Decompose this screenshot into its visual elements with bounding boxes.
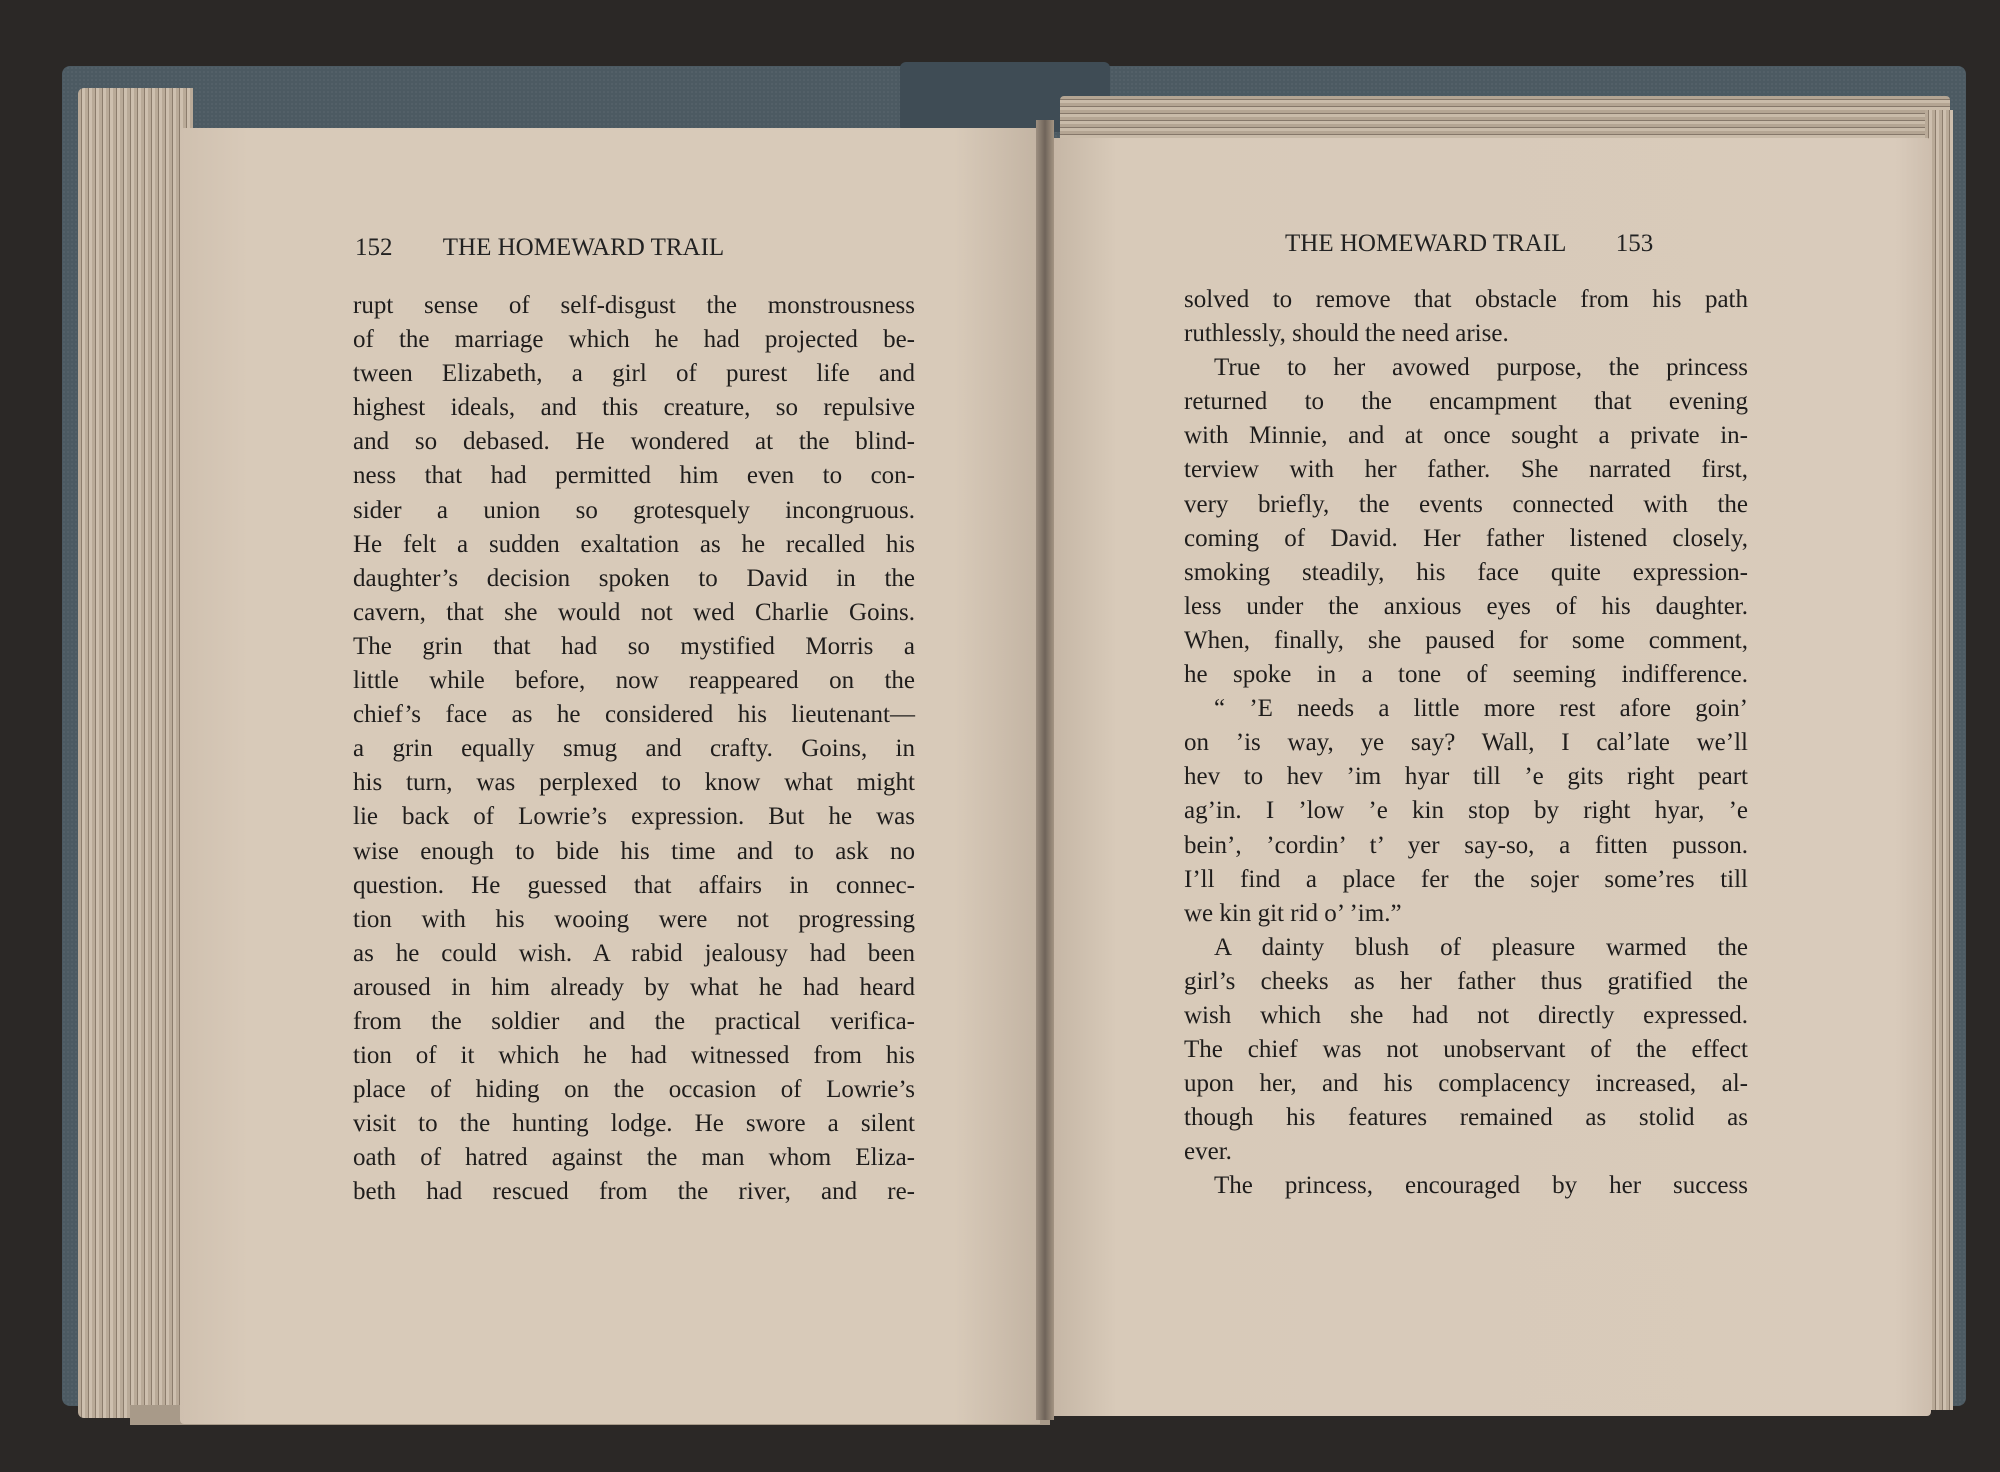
text-line: tion with his wooing were not progressing bbox=[353, 905, 915, 933]
text-line: The chief was not unobservant of the effect bbox=[1184, 1036, 1748, 1064]
page-edges-left bbox=[78, 88, 193, 1418]
text-line: He felt a sudden exaltation as he recalled his bbox=[353, 530, 915, 558]
text-line: smoking steadily, his face quite expression- bbox=[1184, 558, 1748, 586]
text-line: rupt sense of self-disgust the monstrousness bbox=[353, 292, 915, 319]
left-running-header bbox=[355, 234, 724, 262]
text-line: upon her, and his complacency increased, al- bbox=[1184, 1070, 1748, 1098]
text-line: ever. bbox=[1184, 1138, 1232, 1166]
text-line: terview with her father. She narrated first, bbox=[1184, 456, 1748, 484]
text-line: we kin git rid o’ ’im.” bbox=[1184, 899, 1402, 927]
text-line: oath of hatred against the man whom Eliza- bbox=[353, 1144, 915, 1172]
text-line: highest ideals, and this creature, so repulsive bbox=[353, 394, 915, 422]
text-line: The grin that had so mystified Morris a bbox=[353, 632, 915, 660]
text-line: chief’s face as he considered his lieutenant— bbox=[353, 701, 915, 729]
page-number: 153 bbox=[1615, 230, 1654, 257]
text-line: returned to the encampment that evening bbox=[1184, 388, 1748, 416]
text-line: less under the anxious eyes of his daughter. bbox=[1184, 592, 1748, 620]
text-line: place of hiding on the occasion of Lowrie’s bbox=[353, 1076, 915, 1104]
text-line: When, finally, she paused for some comment, bbox=[1184, 626, 1748, 654]
text-line: True to her avowed purpose, the princess bbox=[1214, 354, 1748, 382]
text-line: bein’, ’cordin’ t’ yer say-so, a fitten pusson. bbox=[1184, 831, 1748, 859]
running-title: THE HOMEWARD TRAIL bbox=[442, 234, 725, 261]
text-line: A dainty blush of pleasure warmed the bbox=[1214, 933, 1748, 961]
text-line: lie back of Lowrie’s expression. But he was bbox=[353, 803, 915, 831]
running-title: THE HOMEWARD TRAIL bbox=[1285, 230, 1566, 257]
text-line: aroused in him already by what he had heard bbox=[353, 973, 915, 1001]
left-page-body bbox=[353, 289, 915, 1210]
text-line: tween Elizabeth, a girl of purest life and bbox=[353, 360, 915, 388]
right-page-body bbox=[1184, 283, 1748, 1204]
right-running-header bbox=[1285, 230, 1653, 258]
text-line: tion of it which he had witnessed from his bbox=[353, 1042, 915, 1070]
text-line: sider a union so grotesquely incongruous. bbox=[353, 496, 915, 524]
text-line: a grin equally smug and crafty. Goins, in bbox=[353, 735, 915, 763]
book-gutter bbox=[1036, 120, 1054, 1420]
text-line: his turn, was perplexed to know what might bbox=[353, 769, 915, 797]
text-line: “ ’E needs a little more rest afore goin’ bbox=[1214, 695, 1748, 723]
text-line: on ’is way, ye say? Wall, I cal’late we’ll bbox=[1184, 729, 1748, 757]
text-line: ruthlessly, should the need arise. bbox=[1184, 320, 1509, 348]
text-line: I’ll find a place fer the sojer some’res till bbox=[1184, 865, 1748, 893]
text-line: wish which she had not directly expressed. bbox=[1184, 1001, 1748, 1029]
text-line: little while before, now reappeared on the bbox=[353, 667, 915, 695]
text-line: ag’in. I ’low ’e kin stop by right hyar, ’e bbox=[1184, 797, 1748, 825]
text-line: question. He guessed that affairs in connec- bbox=[353, 871, 915, 899]
text-line: coming of David. Her father listened closely, bbox=[1184, 524, 1748, 552]
text-line: from the soldier and the practical verifica- bbox=[353, 1007, 915, 1035]
page-edges-top bbox=[1060, 96, 1950, 144]
text-line: solved to remove that obstacle from his path bbox=[1184, 286, 1748, 313]
text-line: daughter’s decision spoken to David in the bbox=[353, 564, 915, 592]
text-line: ness that had permitted him even to con- bbox=[353, 462, 915, 490]
text-line: he spoke in a tone of seeming indifference. bbox=[1184, 661, 1748, 689]
text-line: of the marriage which he had projected be- bbox=[353, 326, 915, 354]
text-line: girl’s cheeks as her father thus gratified the bbox=[1184, 967, 1748, 995]
text-line: though his features remained as stolid as bbox=[1184, 1104, 1748, 1132]
text-line: The princess, encouraged by her success bbox=[1214, 1172, 1748, 1200]
text-line: very briefly, the events connected with the bbox=[1184, 490, 1748, 518]
text-line: cavern, that she would not wed Charlie Goins. bbox=[353, 598, 915, 626]
text-line: as he could wish. A rabid jealousy had been bbox=[353, 939, 915, 967]
text-line: and so debased. He wondered at the blind- bbox=[353, 428, 915, 456]
text-line: wise enough to bide his time and to ask no bbox=[353, 837, 915, 865]
text-line: beth had rescued from the river, and re- bbox=[353, 1178, 915, 1206]
text-line: visit to the hunting lodge. He swore a silent bbox=[353, 1110, 915, 1138]
text-line: hev to hev ’im hyar till ’e gits right peart bbox=[1184, 763, 1748, 791]
page-number: 152 bbox=[355, 234, 393, 261]
text-line: with Minnie, and at once sought a private in- bbox=[1184, 422, 1748, 450]
